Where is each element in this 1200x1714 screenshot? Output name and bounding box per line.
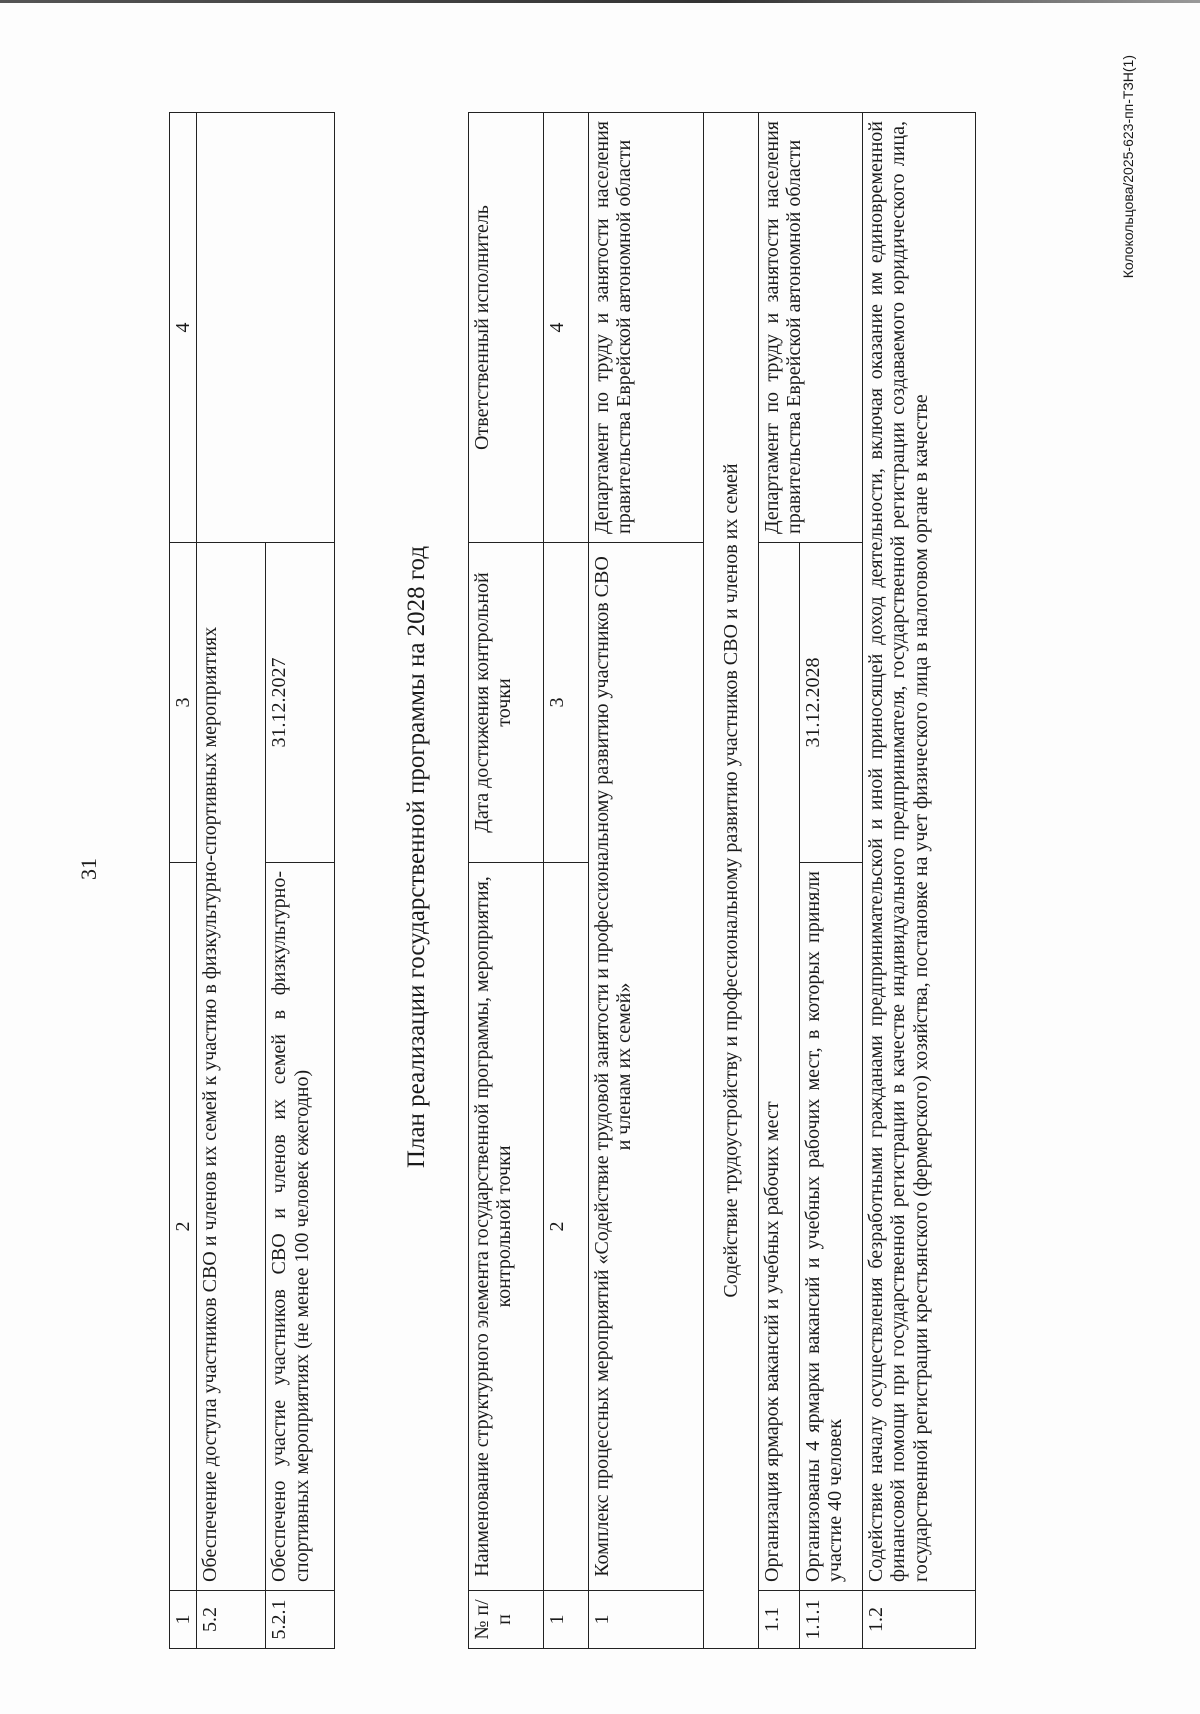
header-date: Дата достижения контрольной точки [469, 543, 544, 863]
continuation-table [169, 112, 335, 1649]
section-title: Содействие трудоустройству и профессиональному развитию участников СВО и членов их семей [704, 113, 759, 1649]
header-name: Наименование структурного элемента государственной программы, мероприятия, контрольной точки [469, 863, 544, 1591]
row-name: Комплекс процессных мероприятий «Содействие трудовой занятости и профессиональному развитию участников СВО и членам их семей» [589, 543, 704, 1591]
row-executor: Департамент по труду и занятости населения правительства Еврейской автономной области [589, 113, 704, 543]
table-row [589, 113, 704, 1649]
row-name: Обеспечено участие участников СВО и членов их семей в физкультурно-спортивных мероприятиях (не менее 100 человек ежегодно) [266, 863, 335, 1591]
page-number: 31 [76, 858, 101, 880]
col-index-2: 2 [170, 863, 197, 1591]
row-name: Обеспечение доступа участников СВО и членов их семей к участию в физкультурно-спортивных мероприятиях [197, 543, 266, 1591]
col-index-3: 3 [170, 543, 197, 863]
section-row [704, 113, 759, 1649]
col-index-1: 1 [544, 1591, 589, 1649]
plan-header-row [469, 113, 544, 1649]
row-name: Организация ярмарок вакансий и учебных рабочих мест [759, 543, 800, 1591]
col-index-2: 2 [544, 863, 589, 1591]
row-number: 1 [589, 1591, 704, 1649]
row-date: 31.12.2027 [266, 543, 335, 863]
col-index-4: 4 [170, 113, 197, 543]
plan-title: План реализации государственной программы на 2028 год [403, 545, 430, 1169]
row-number: 5.2.1 [266, 1591, 335, 1649]
row-executor: Департамент по труду и занятости населения правительства Еврейской автономной области [759, 113, 863, 543]
col-index-3: 3 [544, 543, 589, 863]
col-index-4: 4 [544, 113, 589, 543]
document-code: Колокольцова/2025-623-пп-ТЗН(1) [1120, 55, 1136, 279]
header-num: № п/п [469, 1591, 544, 1649]
row-name: Организованы 4 ярмарки вакансий и учебных рабочих мест, в которых приняли участие 40 человек [800, 863, 863, 1591]
plan-index-row [544, 113, 589, 1649]
table-row [759, 113, 800, 1649]
col-index-1: 1 [170, 1591, 197, 1649]
row-number: 1.1.1 [800, 1591, 863, 1649]
row-number: 1.1 [759, 1591, 800, 1649]
plan-table [468, 112, 976, 1649]
row-executor [197, 113, 335, 543]
row-date: 31.12.2028 [800, 543, 863, 863]
row-name: Содействие началу осуществления безработными гражданами предпринимательской и иной приносящей доход деятельности, включая оказание им единовременной финансовой помощи при государственной регистрации в качестве индивидуального предпринимателя, государственной регистрации создаваемого юридического лица, государственной регистрации крестьянского (фермерского) хозяйства, постановке на учет физического лица в налоговом органе в качестве [863, 113, 976, 1591]
table-row [863, 113, 976, 1649]
row-number: 1.2 [863, 1591, 976, 1649]
table-row [197, 113, 266, 1649]
header-executor: Ответственный исполнитель [469, 113, 544, 543]
row-number: 5.2 [197, 1591, 266, 1649]
continuation-header-row [170, 113, 197, 1649]
